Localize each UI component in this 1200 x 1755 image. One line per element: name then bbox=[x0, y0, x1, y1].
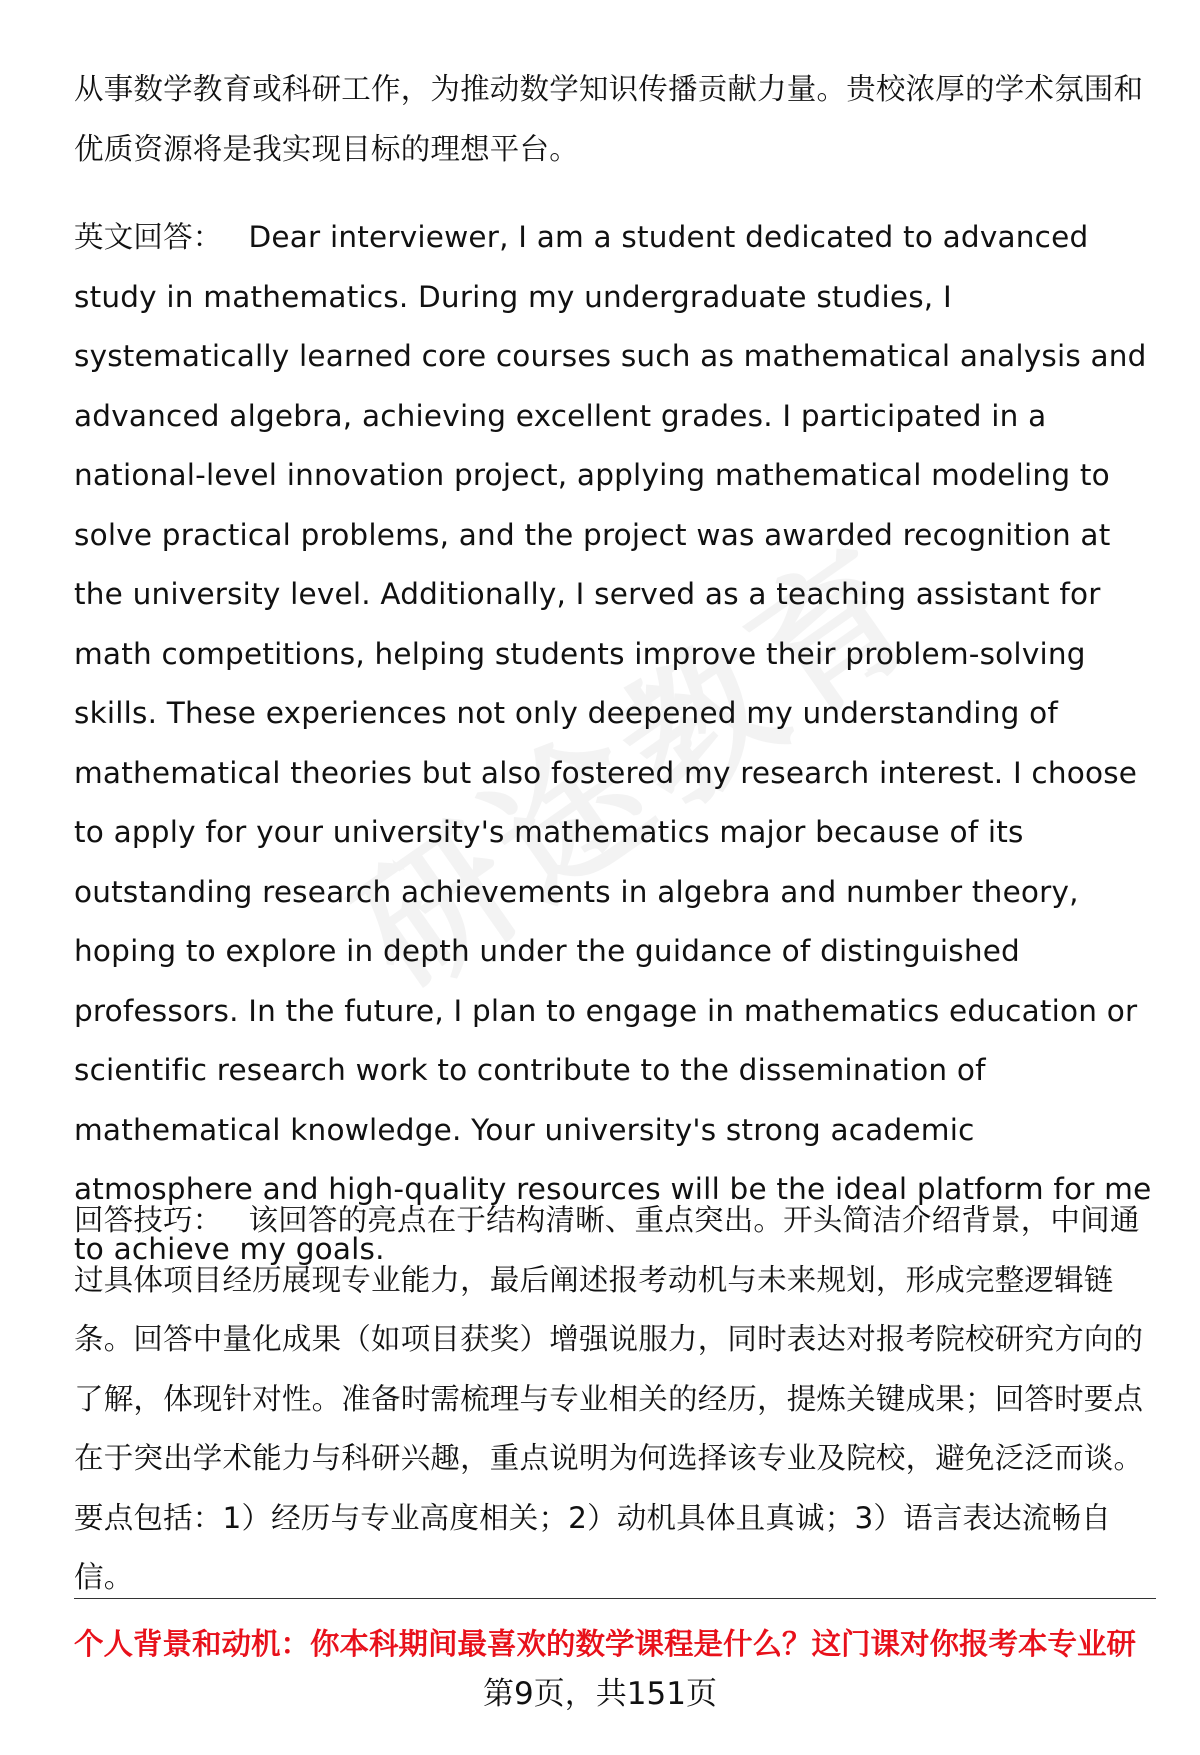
answer-tips-paragraph bbox=[74, 1191, 1156, 1608]
english-answer-paragraph bbox=[74, 208, 1156, 1279]
answer-tips-text: 该回答的亮点在于结构清晰、重点突出。开头简洁介绍背景，中间通过具体项目经历展现专业能力，最后阐述报考动机与未来规划，形成完整逻辑链条。回答中量化成果（如项目获奖）增强说服力，同时表达对报考院校研究方向的了解，体现针对性。准备时需梳理与专业相关的经历，提炼关键成果；回答时要点在于突出学术能力与科研兴趣，重点说明为何选择该专业及院校，避免泛泛而谈。要点包括：1）经历与专业高度相关；2）动机具体且真诚；3）语言表达流畅自信。 bbox=[74, 1203, 1144, 1594]
next-question-heading: 个人背景和动机：你本科期间最喜欢的数学课程是什么？这门课对你报考本专业研 bbox=[74, 1627, 1137, 1661]
answer-tips-label: 回答技巧： bbox=[74, 1203, 223, 1237]
english-answer-text: Dear interviewer, I am a student dedicated to advanced study in mathematics. During my undergraduate studies, I systematically learned core courses such as mathematical analysis and advanced algebra, achieving excellent grades. I participated in a national-level innovation project, applying mathematical modeling to solve practical problems, and the project was awarded recognition at the university level. Additionally, I served as a teaching assistant for math competitions, helping students improve their problem-solving skills. These experiences not only deepened my understanding of mathematical theories but also fostered my research interest. I choose to apply for your university's mathematics major because of its outstanding research achievements in algebra and number theory, hoping to explore in depth under the guidance of distinguished professors. In the future, I plan to engage in mathematics education or scientific research work to contribute to the dissemination of mathematical knowledge. Your university's strong academic atmosphere and high-quality resources will be the ideal platform for me to achieve my goals. bbox=[74, 220, 1152, 1266]
intro-paragraph: 从事数学教育或科研工作，为推动数学知识传播贡献力量。贵校浓厚的学术氛围和优质资源将是我实现目标的理想平台。 bbox=[74, 72, 1144, 166]
english-answer-label: 英文回答： bbox=[74, 220, 223, 254]
section-divider bbox=[74, 1598, 1156, 1599]
page-footer: 第9页，共151页 bbox=[483, 1676, 717, 1712]
